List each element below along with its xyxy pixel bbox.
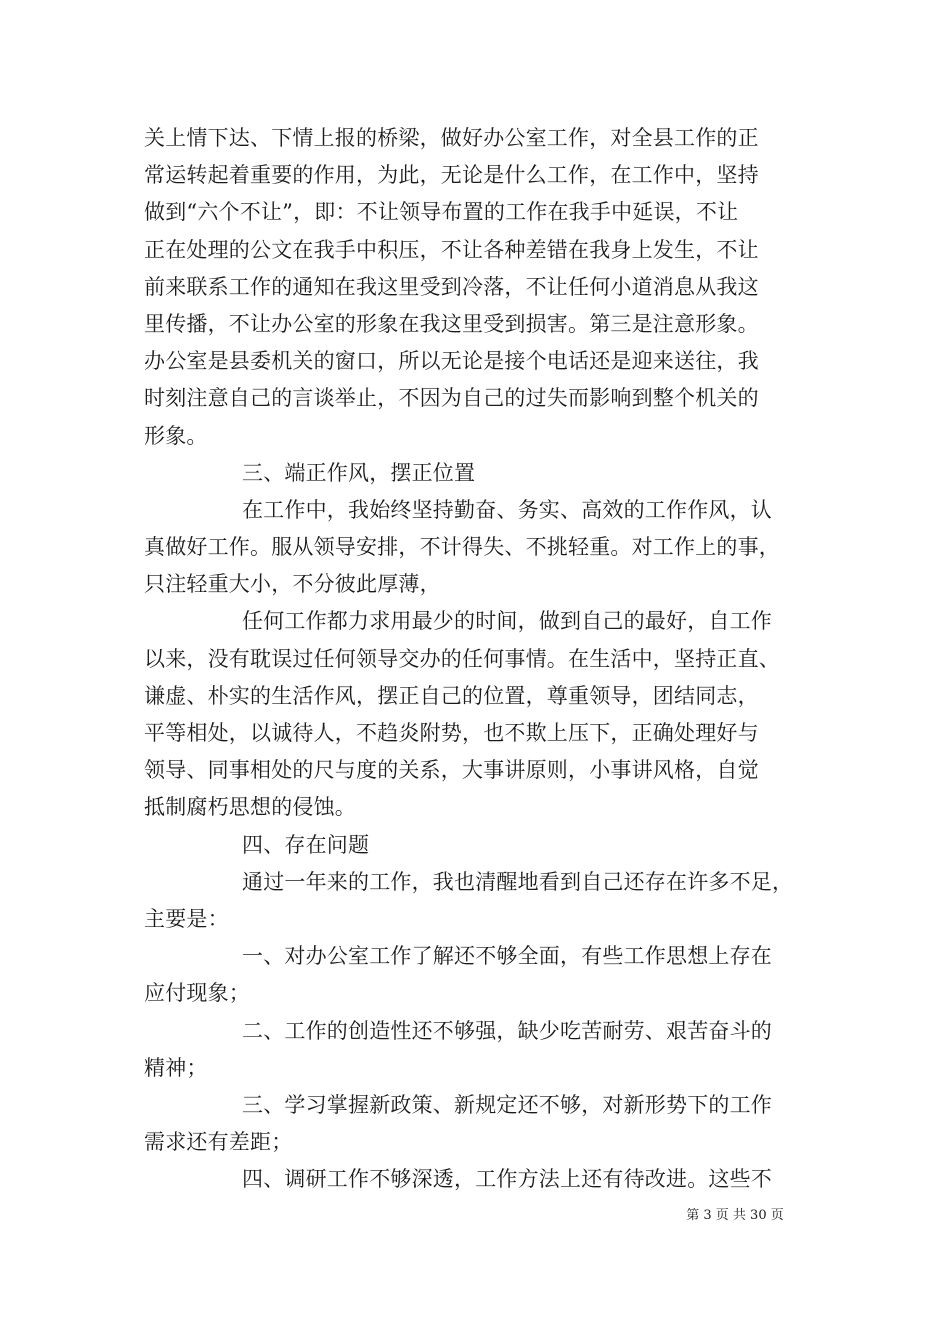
text-line: 四、存在问题	[242, 832, 370, 857]
text-line: 四、调研工作不够深透，工作方法上还有待改进。这些不	[242, 1167, 772, 1192]
text-line: 谦虚、朴实的生活作风，摆正自己的位置，尊重领导，团结同志，	[144, 683, 759, 708]
text-line: 关上情下达、下情上报的桥梁，做好办公室工作，对全县工作的正	[144, 126, 759, 150]
text-line: 做到“六个不让”，即：不让领导布置的工作在我手中延误，不让	[144, 200, 739, 225]
text-line: 精神；	[144, 1055, 208, 1080]
text-line: 三、端正作风，摆正位置	[242, 460, 476, 485]
text-line: 应付现象；	[144, 981, 250, 1006]
text-line: 正在处理的公文在我手中积压，不让各种差错在我身上发生，不让	[144, 237, 759, 262]
text-line: 通过一年来的工作，我也清醒地看到自己还存在许多不足，	[242, 869, 794, 894]
text-line: 二、工作的创造性还不够强，缺少吃苦耐劳、艰苦奋斗的	[242, 1018, 772, 1043]
text-line: 里传播，不让办公室的形象在我这里受到损害。第三是注意形象。	[144, 311, 759, 336]
text-line: 时刻注意自己的言谈举止，不因为自己的过失而影响到整个机关的	[144, 386, 759, 411]
text-line: 前来联系工作的通知在我这里受到冷落，不让任何小道消息从我这	[144, 274, 759, 299]
text-line: 一、对办公室工作了解还不够全面，有些工作思想上存在	[242, 944, 772, 969]
body-text	[144, 120, 809, 1198]
text-line: 办公室是县委机关的窗口，所以无论是接个电话还是迎来送往，我	[144, 349, 759, 374]
text-line: 主要是：	[144, 906, 229, 931]
text-line: 以来，没有耽误过任何领导交办的任何事情。在生活中，坚持正直、	[144, 646, 780, 671]
text-line: 真做好工作。服从领导安排，不计得失、不挑轻重。对工作上的事，	[144, 535, 780, 560]
text-line: 常运转起着重要的作用，为此，无论是什么工作，在工作中，坚持	[144, 163, 759, 188]
text-line: 平等相处，以诚待人，不趋炎附势，也不欺上压下，正确处理好与	[144, 721, 759, 745]
page-footer	[0, 1204, 950, 1223]
text-line: 需求还有差距；	[144, 1130, 293, 1155]
page-number: 第 3 页 共 30 页	[686, 1208, 784, 1223]
text-line: 抵制腐朽思想的侵蚀。	[144, 795, 356, 820]
text-line: 三、学习掌握新政策、新规定还不够，对新形势下的工作	[242, 1092, 772, 1117]
text-line: 在工作中，我始终坚持勤奋、务实、高效的工作作风，认	[242, 497, 772, 522]
text-line: 只注轻重大小，不分彼此厚薄，	[144, 572, 441, 597]
text-line: 任何工作都力求用最少的时间，做到自己的最好，自工作	[242, 609, 772, 634]
text-line: 形象。	[144, 423, 208, 448]
text-line: 领导、同事相处的尺与度的关系，大事讲原则，小事讲风格，自觉	[144, 758, 759, 783]
